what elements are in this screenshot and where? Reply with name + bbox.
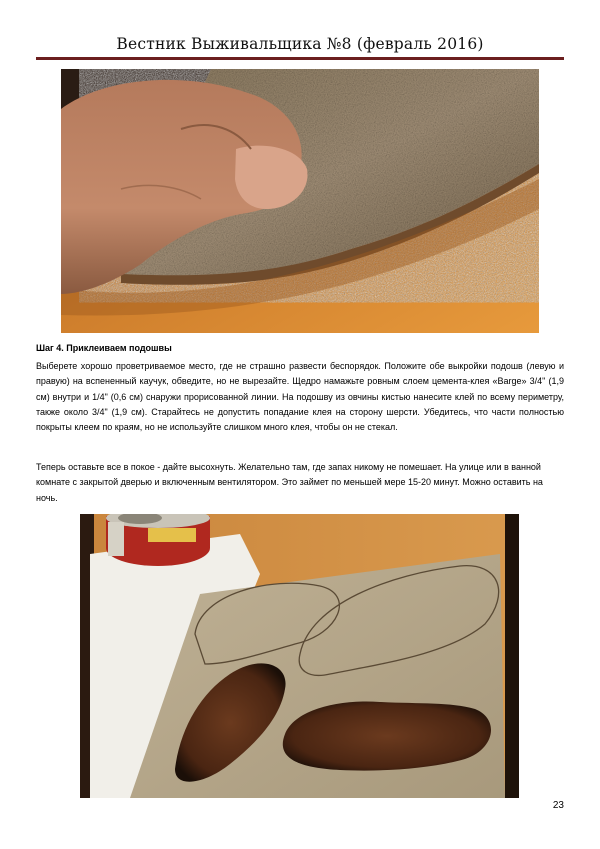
page-header-title: Вестник Выживальщика №8 (февраль 2016) xyxy=(116,35,484,53)
step-paragraph-2: Теперь оставьте все в покое - дайте высохнуть. Желательно там, где запах никому не помешает. На улице или в ванной комнате с закрытой дверью и включенным вентилятором. Это займет по меньшей мере 15-20 минут. Можно оставить на ночь. xyxy=(36,462,543,503)
step-heading: Шаг 4. Приклеиваем подошвы xyxy=(36,343,172,353)
step-paragraph-1: Выберете хорошо проветриваемое место, где не страшно развести беспорядок. Положите обе выкройки подошв (левую и правую) на вспененный каучук, обведите, но не вырезайте. Щедро намажьте ровным слоем цемента-клея «Barge» 3/4" (1,9 см) внутри и 1/4" (0,6 см) снаружи прорисованной линии. На подошву из овчины кистью нанесите клей по всему периметру, также около 3/4" (1,9 см). Старайтесь не допустить попадание клея на сторону шерсти. Убедитесь, что части полностью покрыты клеем по краям, но не используйте слишком много клея, чтобы он не стекал. xyxy=(36,361,564,433)
photo-sheepskin-insole xyxy=(61,69,539,333)
photo-glued-soles xyxy=(80,514,519,798)
header-divider xyxy=(36,57,564,60)
page-number: 23 xyxy=(552,800,564,811)
